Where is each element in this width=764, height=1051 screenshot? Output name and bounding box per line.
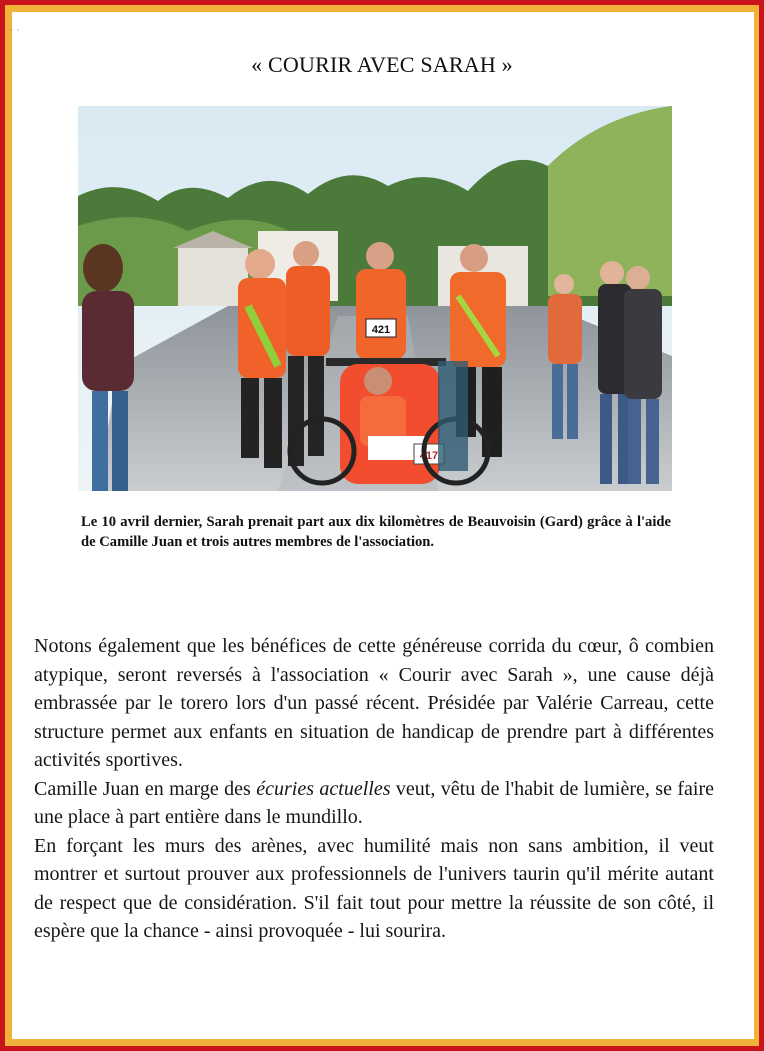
article-title: « COURIR AVEC SARAH » xyxy=(251,52,513,77)
scan-specks: · · xyxy=(10,26,20,35)
paragraph-2 xyxy=(34,775,714,832)
article-body xyxy=(34,632,714,946)
race-photo xyxy=(78,106,672,491)
paragraph-2-italic: écuries actuelles xyxy=(256,777,391,800)
paragraph-1: Notons également que les bénéfices de cette généreuse corrida du cœur, ô combien atypique, seront reversés à l'association « Courir avec Sarah », une cause déjà embrassée par le torero lors d'un passé récent. Présidée par Valérie Carreau, cette structure permet aux enfants en situation de handicap de prendre part à différentes activités sportives. xyxy=(34,635,714,771)
sarah-bib-number: 417 xyxy=(419,450,439,462)
paragraph-3: En forçant les murs des arènes, avec humilité mais non sans ambition, il veut montrer et surtout prouver aux professionnels de l'univers taurin qu'il mérite autant de respect que de considération. S'il fait tout pour mettre la réussite de son côté, il espère que la chance - ainsi provoquée - lui sourira. xyxy=(34,834,714,942)
race-photo-illustration xyxy=(78,106,672,491)
runner-bib-number: 421 xyxy=(371,324,391,336)
paragraph-2-end: veut, vêtu de l'habit de lumière, se faire une place à part entière dans le mundillo. xyxy=(34,777,714,828)
paragraph-2-start: Camille Juan en marge des xyxy=(34,777,257,800)
photo-caption: Le 10 avril dernier, Sarah prenait part aux dix kilomètres de Beauvoisin (Gard) grâce à l'aide de Camille Juan et trois autres membres de l'association. xyxy=(81,514,671,550)
